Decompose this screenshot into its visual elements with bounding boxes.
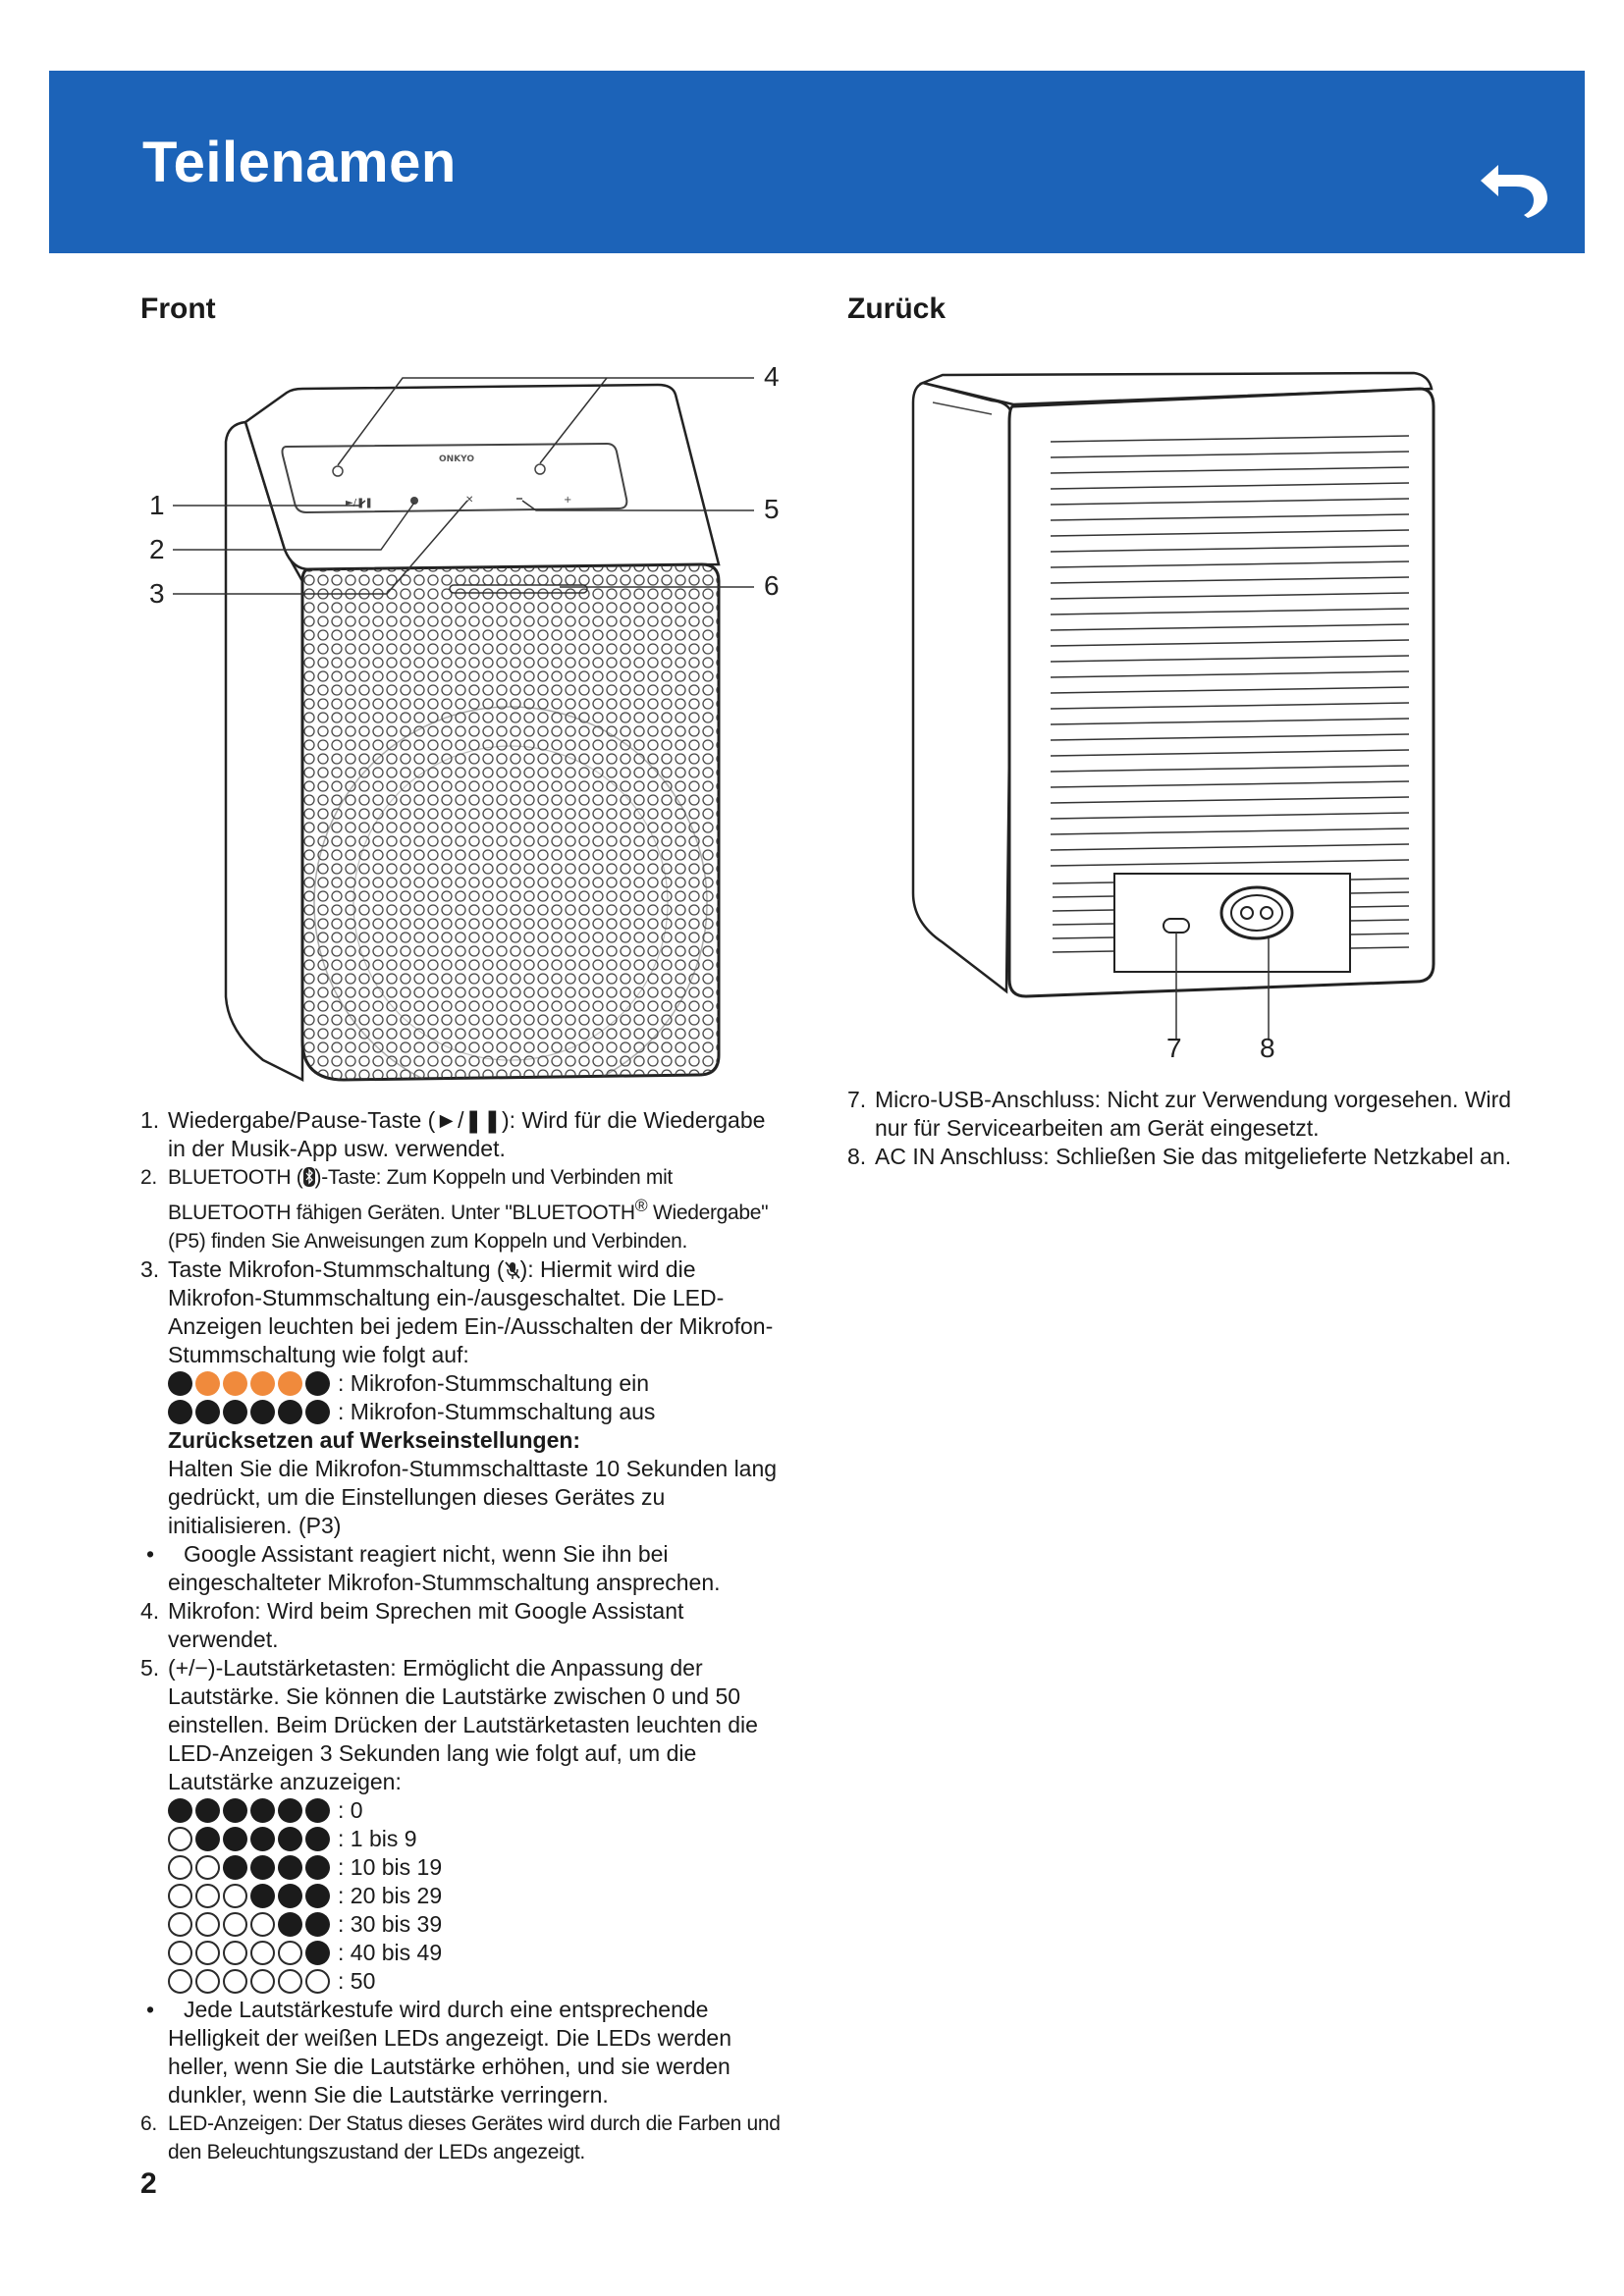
page-header bbox=[49, 71, 1585, 253]
reset-text: Halten Sie die Mikrofon-Stummschalttaste 10 Sekunden lang gedrückt, um die Einstellungen dieses Gerätes zu initialisieren. (P3) bbox=[168, 1456, 778, 1538]
reset-heading: Zurücksetzen auf Werkseinstellungen: bbox=[168, 1427, 581, 1453]
callout-6: 6 bbox=[764, 570, 780, 601]
bluetooth-icon bbox=[303, 1167, 315, 1187]
callout-4: 4 bbox=[764, 361, 780, 392]
list-item: 1. Wiedergabe/Pause-Taste (►/❚❚): Wird für die Wiedergabe in der Musik-App usw. verwendet. bbox=[140, 1107, 766, 1161]
callout-2: 2 bbox=[149, 534, 165, 564]
callout-5: 5 bbox=[764, 494, 780, 524]
page-title: Teilenamen bbox=[142, 131, 457, 194]
callout-3: 3 bbox=[149, 578, 165, 609]
list-item: 4. Mikrofon: Wird beim Sprechen mit Google Assistant verwendet. bbox=[140, 1598, 684, 1652]
led-indicator-pattern bbox=[168, 1371, 330, 1396]
list-item: 8. AC IN Anschluss: Schließen Sie das mitgelieferte Netzkabel an. bbox=[847, 1144, 1512, 1169]
front-section-title: Front bbox=[140, 293, 216, 325]
volume-level-row: : 40 bis 49 bbox=[140, 1939, 788, 1967]
brand-logo: ONKYO bbox=[438, 454, 475, 464]
front-parts-list bbox=[140, 1106, 788, 2166]
page-number: 2 bbox=[140, 2167, 157, 2200]
callout-8: 8 bbox=[1260, 1033, 1275, 1063]
volume-level-row: : 30 bis 39 bbox=[140, 1910, 788, 1939]
volume-level-row: : 10 bis 19 bbox=[140, 1853, 788, 1882]
svg-text:+: + bbox=[564, 495, 572, 506]
callout-7: 7 bbox=[1166, 1033, 1182, 1063]
svg-text:✕: ✕ bbox=[465, 495, 474, 506]
list-item: 6. LED-Anzeigen: Der Status dieses Gerätes wird durch die Farben und den Beleuchtungszustand der LEDs angezeigt. bbox=[140, 2112, 781, 2163]
volume-level-row: : 50 bbox=[140, 1967, 788, 1996]
led-indicator-pattern bbox=[168, 1400, 330, 1424]
volume-level-row: : 0 bbox=[140, 1796, 788, 1825]
bullet-note: • Google Assistant reagiert nicht, wenn Sie ihn bei eingeschalteter Mikrofon-Stummschaltung ansprechen. bbox=[146, 1541, 721, 1595]
back-speaker-illustration bbox=[903, 363, 1453, 1070]
list-item: 3. Taste Mikrofon-Stummschaltung ( ): Hiermit wird die Mikrofon-Stummschaltung ein-/ausgeschaltet. Die LED-Anzeigen leuchten bei jedem Ein-/Ausschalten der Mikrofon-Stummschaltung wie folgt auf: bbox=[140, 1256, 774, 1367]
led-mute-off-row: : Mikrofon-Stummschaltung aus bbox=[140, 1398, 788, 1426]
volume-level-row: : 20 bis 29 bbox=[140, 1882, 788, 1910]
led-mute-on-row: : Mikrofon-Stummschaltung ein bbox=[140, 1369, 788, 1398]
front-speaker-illustration bbox=[137, 353, 805, 1099]
list-item: 5. (+/−)-Lautstärketasten: Ermöglicht die Anpassung der Lautstärke. Sie können die Lautstärke zwischen 0 und 50 einstellen. Beim Drücken der Lautstärketasten leuchten die LED-Anzeigen 3 Sekunden lang wie folgt auf, um die Lautstärke anzuzeigen: bbox=[140, 1655, 758, 1794]
bullet-note: • Jede Lautstärkestufe wird durch eine entsprechende Helligkeit der weißen LEDs angezeigt. Die LEDs werden heller, wenn Sie die Lautstärke erhöhen, und sie werden dunkler, wenn Sie die Lautstärke verringern. bbox=[146, 1997, 732, 2108]
volume-level-row: : 1 bis 9 bbox=[140, 1825, 788, 1853]
callout-1: 1 bbox=[149, 490, 165, 520]
back-section-title: Zurück bbox=[847, 293, 947, 325]
micro-usb-port bbox=[1164, 919, 1189, 933]
svg-text:►/❚❚: ►/❚❚ bbox=[346, 498, 373, 508]
list-item: 7. Micro-USB-Anschluss: Nicht zur Verwendung vorgesehen. Wird nur für Servicearbeiten am Gerät eingesetzt. bbox=[847, 1087, 1512, 1141]
back-parts-list bbox=[847, 1086, 1515, 1171]
ac-in-socket bbox=[1221, 887, 1292, 938]
list-item: 2. BLUETOOTH ( )-Taste: Zum Koppeln und Verbinden mit BLUETOOTH fähigen Geräten. Unter "BLUETOOTH® Wiedergabe" (P5) finden Sie Anweisungen zum Koppeln und Verbinden. bbox=[140, 1166, 769, 1253]
mic-mute-icon bbox=[505, 1260, 520, 1280]
back-arrow-icon[interactable] bbox=[1479, 161, 1549, 220]
